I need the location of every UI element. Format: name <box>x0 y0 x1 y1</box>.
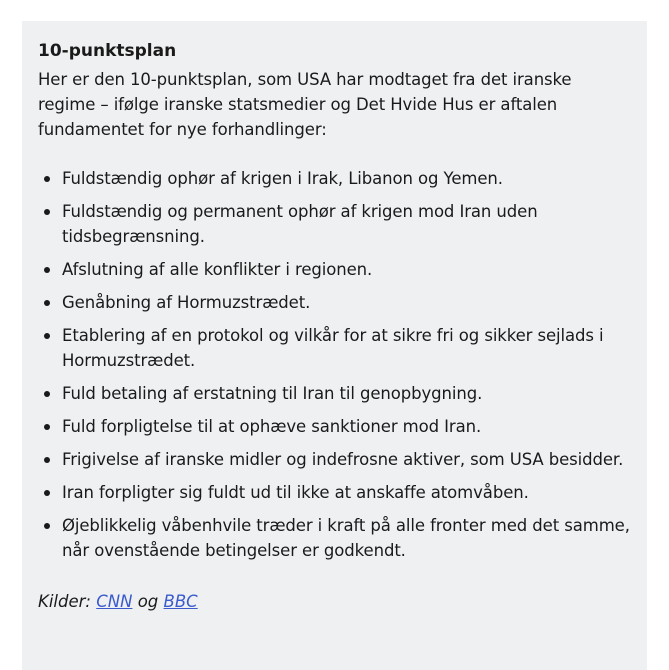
points-list <box>38 166 633 563</box>
bullet-icon <box>44 424 50 430</box>
list-item <box>38 166 633 191</box>
bullet-icon <box>44 209 50 215</box>
list-item <box>38 257 633 282</box>
bullet-icon <box>44 267 50 273</box>
factbox-title: 10-punktsplan <box>38 41 177 61</box>
bullet-icon <box>44 300 50 306</box>
sources-label: Kilder: <box>38 592 91 611</box>
list-item-text: Frigivelse af iranske midler og indefrosne aktiver, som USA besidder. <box>62 450 624 469</box>
sources-line <box>38 589 633 614</box>
list-item-text: Genåbning af Hormuzstrædet. <box>62 293 311 312</box>
list-item-text: Fuld betaling af erstatning til Iran til genopbygning. <box>62 384 483 403</box>
list-item <box>38 414 633 439</box>
factbox-intro: Her er den 10-punktsplan, som USA har modtaget fra det iranske regime – ifølge iranske statsmedier og Det Hvide Hus er aftalen fundamentet for nye forhandlinger: <box>38 70 572 139</box>
list-item <box>38 513 633 563</box>
list-item <box>38 199 633 249</box>
bullet-icon <box>44 490 50 496</box>
source-link-bbc[interactable]: BBC <box>163 592 198 611</box>
list-item <box>38 290 633 315</box>
list-item-text: Etablering af en protokol og vilkår for at sikre fri og sikker sejlads i Hormuzstrædet. <box>62 326 604 370</box>
list-item-text: Øjeblikkelig våbenhvile træder i kraft på alle fronter med det samme, når ovenstående betingelser er godkendt. <box>62 516 630 560</box>
source-link-cnn[interactable]: CNN <box>96 592 133 611</box>
list-item <box>38 323 633 373</box>
list-item-text: Fuldstændig ophør af krigen i Irak, Libanon og Yemen. <box>62 169 503 188</box>
list-item-text: Fuldstændig og permanent ophør af krigen mod Iran uden tidsbegrænsning. <box>62 202 538 246</box>
factbox <box>22 21 647 670</box>
list-item-text: Afslutning af alle konflikter i regionen. <box>62 260 373 279</box>
bullet-icon <box>44 391 50 397</box>
bullet-icon <box>44 333 50 339</box>
list-item <box>38 480 633 505</box>
list-item-text: Iran forpligter sig fuldt ud til ikke at anskaffe atomvåben. <box>62 483 529 502</box>
list-item <box>38 381 633 406</box>
bullet-icon <box>44 457 50 463</box>
bullet-icon <box>44 176 50 182</box>
list-item <box>38 447 633 472</box>
list-item-text: Fuld forpligtelse til at ophæve sanktioner mod Iran. <box>62 417 482 436</box>
sources-joiner: og <box>137 592 159 611</box>
bullet-icon <box>44 523 50 529</box>
